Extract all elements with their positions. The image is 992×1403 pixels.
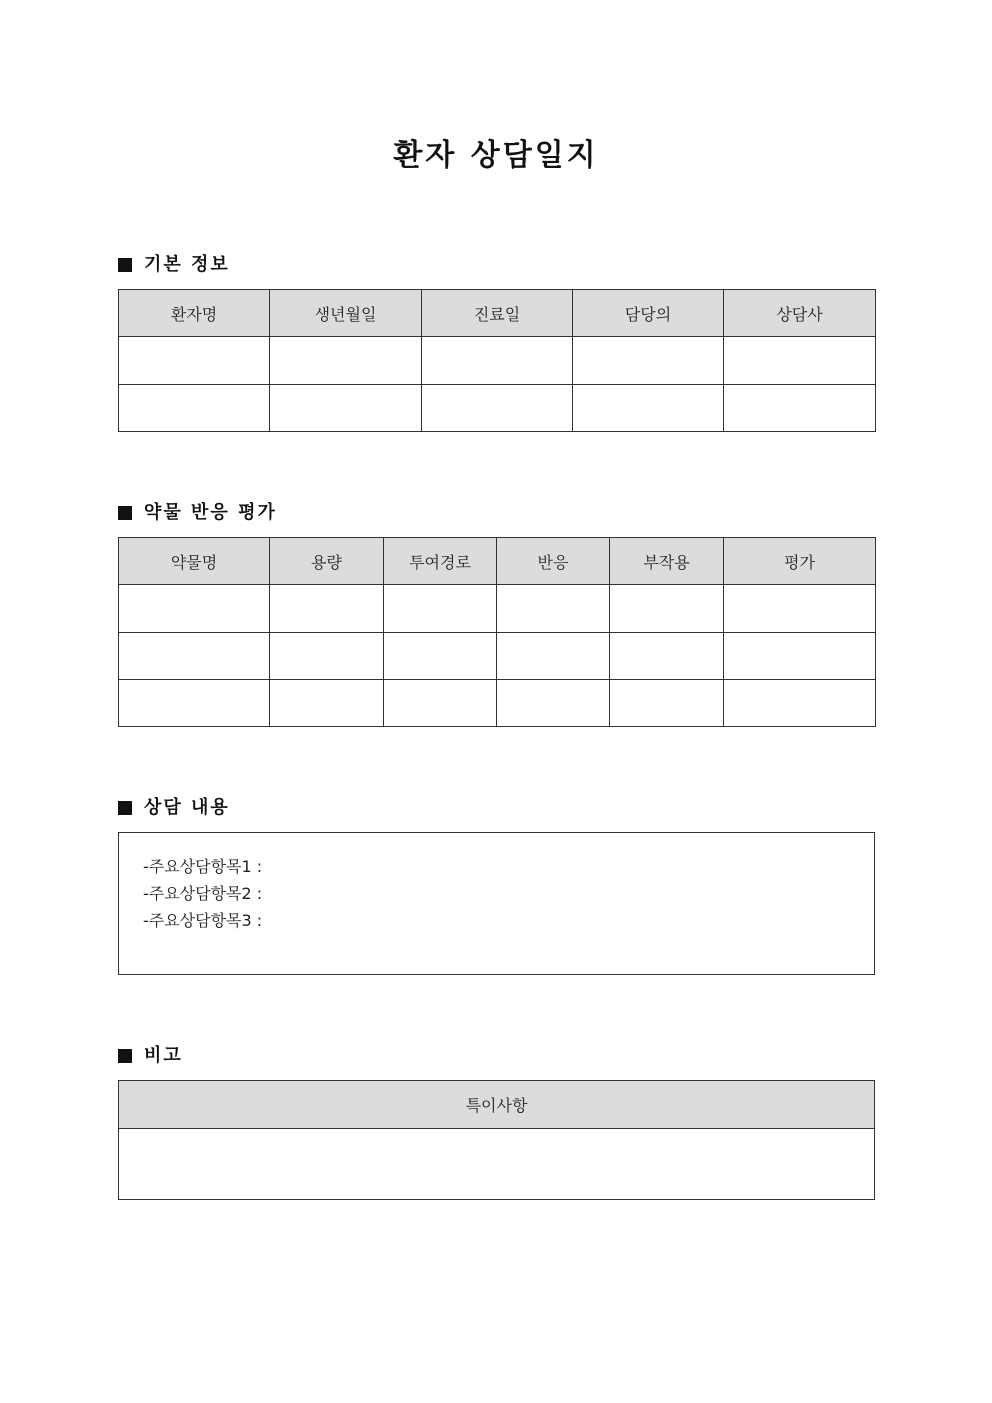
section-heading-label: 비고	[144, 1045, 183, 1066]
page-title: 환자 상담일지	[393, 138, 599, 173]
table-cell[interactable]	[497, 633, 610, 680]
consult-item: -주요상담항목1 :	[143, 857, 263, 876]
section-heading-consult	[118, 796, 230, 820]
table-cell[interactable]	[270, 680, 384, 727]
table-cell[interactable]	[270, 633, 384, 680]
table-header-row	[119, 538, 876, 585]
table-cell[interactable]	[724, 680, 876, 727]
section-heading-label: 상담 내용	[144, 797, 230, 818]
table-cell[interactable]	[384, 680, 497, 727]
basic-info-table	[118, 289, 876, 432]
table-cell[interactable]	[270, 337, 422, 385]
table-cell[interactable]	[610, 585, 724, 633]
consult-item-list	[119, 833, 874, 934]
table-row	[119, 385, 876, 432]
table-header-row	[119, 1081, 875, 1129]
consult-item: -주요상담항목2 :	[143, 884, 263, 903]
square-bullet-icon	[118, 506, 132, 520]
square-bullet-icon	[118, 258, 132, 272]
column-header-special-notes: 특이사항	[119, 1081, 875, 1129]
table-cell[interactable]	[422, 337, 573, 385]
section-heading-drug-eval	[118, 501, 277, 525]
column-header-birth-date: 생년월일	[270, 290, 422, 337]
section-heading-label: 약물 반응 평가	[144, 502, 277, 523]
table-cell[interactable]	[573, 337, 724, 385]
table-row	[119, 633, 876, 680]
section-heading-remarks	[118, 1044, 183, 1068]
column-header-route: 투여경로	[384, 538, 497, 585]
consult-content-box[interactable]	[118, 832, 875, 975]
square-bullet-icon	[118, 801, 132, 815]
column-header-response: 반응	[497, 538, 610, 585]
table-row	[119, 1129, 875, 1200]
drug-eval-table	[118, 537, 876, 727]
table-cell[interactable]	[610, 680, 724, 727]
table-header-row	[119, 290, 876, 337]
table-cell[interactable]	[724, 633, 876, 680]
table-cell[interactable]	[119, 680, 270, 727]
table-cell[interactable]	[384, 585, 497, 633]
square-bullet-icon	[118, 1049, 132, 1063]
table-row	[119, 585, 876, 633]
column-header-visit-date: 진료일	[422, 290, 573, 337]
table-cell[interactable]	[384, 633, 497, 680]
remarks-table	[118, 1080, 875, 1200]
column-header-doctor: 담당의	[573, 290, 724, 337]
table-cell[interactable]	[610, 633, 724, 680]
table-cell[interactable]	[119, 585, 270, 633]
special-notes-cell[interactable]	[119, 1129, 875, 1200]
consult-item: -주요상담항목3 :	[143, 911, 263, 930]
table-cell[interactable]	[724, 585, 876, 633]
column-header-patient-name: 환자명	[119, 290, 270, 337]
column-header-side-effect: 부작용	[610, 538, 724, 585]
section-heading-basic-info	[118, 253, 230, 277]
table-row	[119, 337, 876, 385]
table-cell[interactable]	[119, 633, 270, 680]
column-header-evaluation: 평가	[724, 538, 876, 585]
column-header-dose: 용량	[270, 538, 384, 585]
table-cell[interactable]	[497, 585, 610, 633]
table-cell[interactable]	[119, 337, 270, 385]
table-cell[interactable]	[497, 680, 610, 727]
column-header-counselor: 상담사	[724, 290, 876, 337]
table-cell[interactable]	[724, 337, 876, 385]
table-cell[interactable]	[724, 385, 876, 432]
column-header-drug-name: 약물명	[119, 538, 270, 585]
table-cell[interactable]	[270, 385, 422, 432]
table-cell[interactable]	[270, 585, 384, 633]
table-cell[interactable]	[422, 385, 573, 432]
table-row	[119, 680, 876, 727]
table-cell[interactable]	[119, 385, 270, 432]
table-cell[interactable]	[573, 385, 724, 432]
section-heading-label: 기본 정보	[144, 254, 230, 275]
